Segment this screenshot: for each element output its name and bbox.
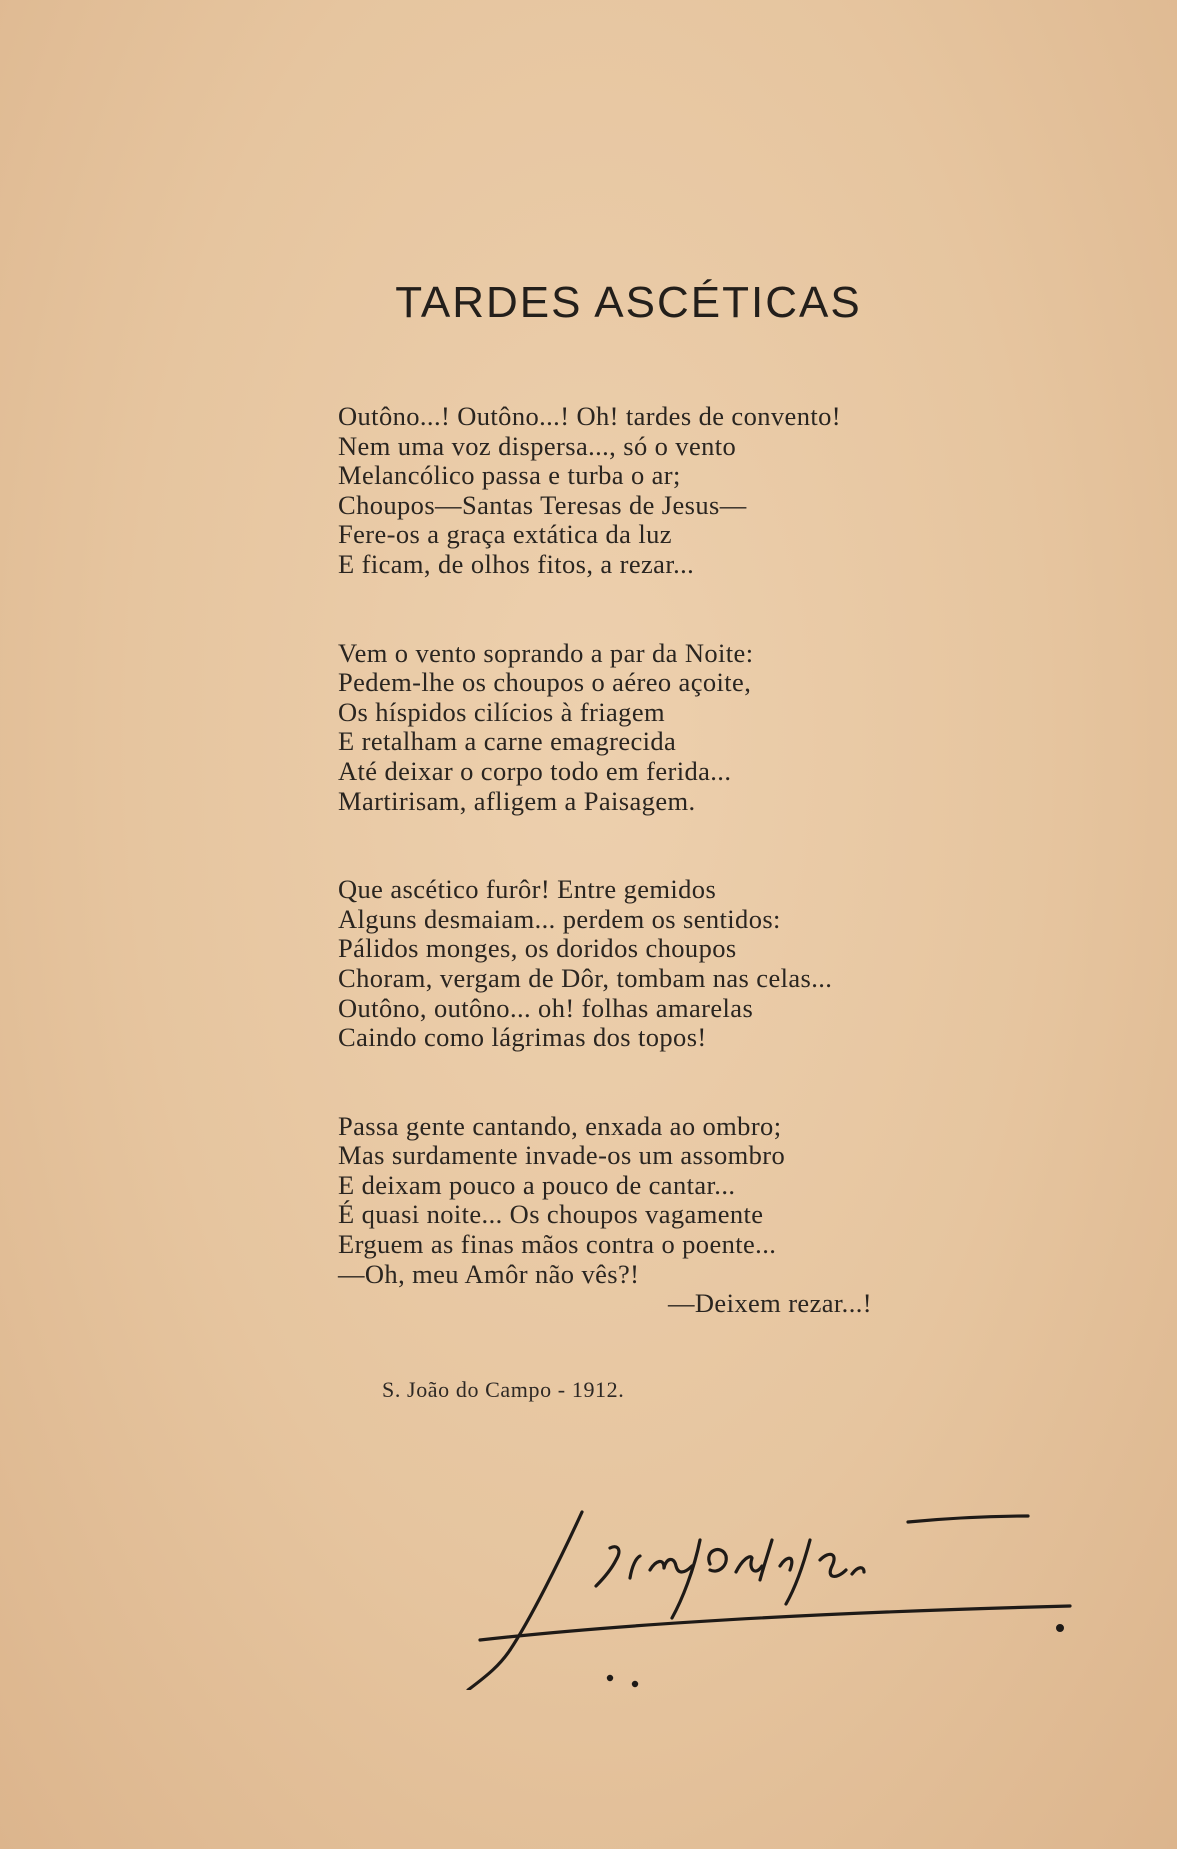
- poem-line: E deixam pouco a pouco de cantar...: [338, 1169, 736, 1200]
- poem-line: Até deixar o corpo todo em ferida...: [338, 755, 732, 786]
- poem-line: Passa gente cantando, enxada ao ombro;: [338, 1110, 782, 1141]
- poem-line: Fere-os a graça extática da luz: [338, 519, 672, 550]
- poem-line: Martirisam, afligem a Paisagem.: [338, 785, 696, 816]
- poem-line: Pedem-lhe os choupos o aéreo açoite,: [338, 667, 752, 698]
- poem-line: E retalham a carne emagrecida: [338, 726, 677, 757]
- poem-line: Choupos—Santas Teresas de Jesus—: [338, 489, 747, 520]
- poem-line: Mas surdamente invade-os um assombro: [338, 1140, 786, 1171]
- poem-line: Caindo como lágrimas dos topos!: [338, 1022, 707, 1053]
- poem-line: Outôno...! Outôno...! Oh! tardes de convento!: [338, 401, 841, 431]
- poem-line: Choram, vergam de Dôr, tombam nas celas...: [338, 962, 833, 993]
- poem-line: Alguns desmaiam... perdem os sentidos:: [338, 903, 781, 934]
- poem-line: É quasi noite... Os choupos vagamente: [338, 1199, 764, 1230]
- stanza-1: [338, 402, 1038, 580]
- stanza-4: [338, 1112, 1038, 1319]
- poem-line: Nem uma voz dispersa..., só o vento: [338, 430, 737, 461]
- stanza-3: [338, 875, 1038, 1053]
- poem-line: E ficam, de olhos fitos, a rezar...: [338, 548, 695, 579]
- place-date: S. João do Campo - 1912.: [382, 1377, 625, 1402]
- poem-line: —Oh, meu Amôr não vês?!: [338, 1258, 640, 1289]
- poem-line: Os híspidos cilícios à friagem: [338, 696, 665, 727]
- poem-line: —Deixem rezar...!: [668, 1288, 872, 1319]
- poem-title: TARDES ASCÉTICAS: [395, 278, 862, 327]
- poem-line: Pálidos monges, os doridos choupos: [338, 933, 737, 964]
- stanza-2: [338, 639, 1038, 817]
- poem-line: Outôno, outôno... oh! folhas amarelas: [338, 992, 754, 1023]
- poem-line: Que ascético furôr! Entre gemidos: [338, 874, 717, 905]
- signature-image: [460, 1500, 1090, 1690]
- poem-line: Erguem as finas mãos contra o poente...: [338, 1229, 777, 1260]
- poem-line: Melancólico passa e turba o ar;: [338, 460, 681, 491]
- poem-line: Vem o vento soprando a par da Noite:: [338, 637, 754, 668]
- poem-body: [338, 402, 1038, 1378]
- signature-text: [0, 0, 1, 1]
